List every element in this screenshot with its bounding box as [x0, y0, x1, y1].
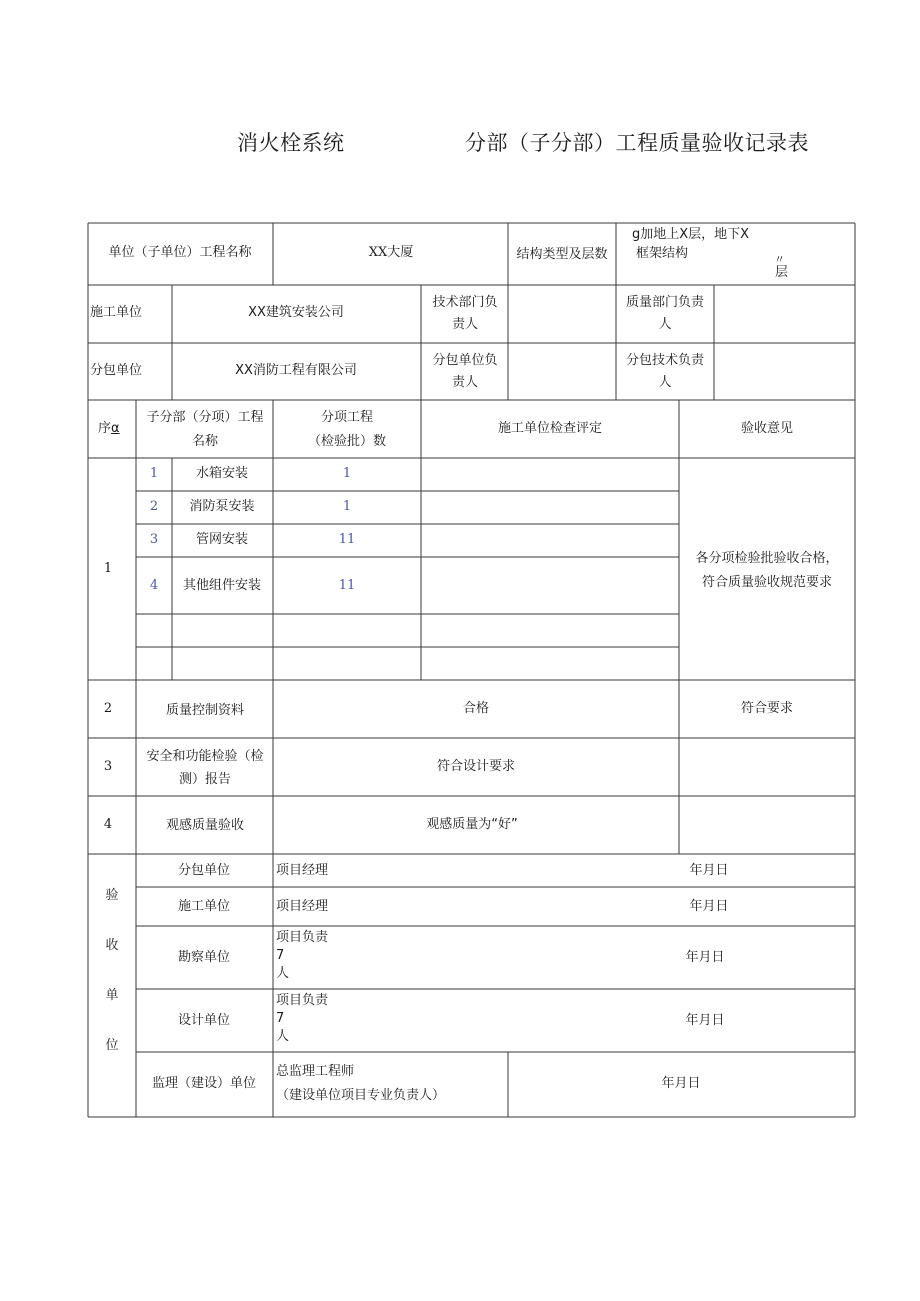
- acceptance-row-2-date: 年月日: [689, 899, 729, 914]
- section-3-evaluation: 符合设计要求: [436, 759, 516, 774]
- column-item-name-1: 子分部（分项）工程: [146, 410, 264, 425]
- section-2-seq: 2: [103, 701, 113, 716]
- item-1-no: 1: [149, 466, 159, 481]
- column-seq-label: 序: [98, 421, 112, 436]
- section-1-opinion-line2: 符合质量验收规范要求: [701, 575, 833, 590]
- title-form: 分部（子分部）工程质量验收记录表: [465, 131, 809, 155]
- section-2-opinion: 符合要求: [740, 701, 794, 716]
- sub-tech-label-1: 分包技术负责: [625, 353, 705, 368]
- sub-contractor-label: 分包单位: [90, 363, 143, 378]
- item-2-count: 1: [342, 499, 352, 514]
- acceptance-row-1-date: 年月日: [689, 863, 729, 878]
- sub-head-label-1: 分包单位负: [432, 353, 498, 368]
- item-4-no: 4: [149, 578, 159, 593]
- acceptance-row-5-unit: 监理（建设）单位: [151, 1076, 257, 1091]
- acceptance-row-4-role-3: 人: [276, 1029, 290, 1044]
- column-evaluation: 施工单位检查评定: [497, 421, 603, 436]
- section-3-seq: 3: [103, 759, 113, 774]
- item-2-no: 2: [149, 499, 159, 514]
- acceptance-row-5-role-2: （建设单位项目专业负责人）: [276, 1088, 446, 1103]
- structure-label: 结构类型及层数: [516, 247, 608, 262]
- acceptance-label-char-2: 收: [105, 938, 119, 953]
- section-1-seq: 1: [103, 561, 113, 576]
- column-item-name-2: 名称: [191, 434, 219, 449]
- item-4-name: 其他组件安装: [182, 578, 262, 593]
- column-batch-count-2: （检验批）数: [307, 434, 387, 449]
- structure-value-line2: 框架结构: [636, 246, 689, 261]
- column-opinion: 验收意见: [740, 421, 794, 436]
- acceptance-label-char-3: 单: [105, 988, 119, 1003]
- structure-value-line1: g加地上X层，地下X: [632, 227, 750, 242]
- item-2-name: 消防泵安装: [189, 499, 255, 514]
- acceptance-row-4-role-2: 7: [276, 1011, 285, 1026]
- column-batch-count-1: 分项工程: [320, 410, 374, 425]
- section-3-name-1: 安全和功能检验（检: [146, 749, 264, 764]
- acceptance-row-5-date: 年月日: [661, 1076, 701, 1091]
- acceptance-row-1-unit: 分包单位: [177, 863, 231, 878]
- section-4-seq: 4: [103, 817, 113, 832]
- acceptance-row-3-unit: 勘察单位: [177, 950, 231, 965]
- title-system: 消火栓系统: [237, 131, 345, 155]
- section-2-name: 质量控制资料: [165, 703, 245, 718]
- quality-head-label-1: 质量部门负责: [625, 295, 705, 310]
- acceptance-row-5-role-1: 总监理工程师: [276, 1064, 355, 1079]
- acceptance-row-2-unit: 施工单位: [177, 899, 231, 914]
- item-3-count: 11: [338, 532, 356, 547]
- acceptance-row-3-role-1: 项目负责: [276, 930, 329, 945]
- section-4-evaluation: 观感质量为“好”: [426, 817, 518, 832]
- contractor-value: XX建筑安装公司: [248, 305, 344, 320]
- quality-head-label-2: 人: [658, 317, 672, 332]
- item-1-name: 水箱安装: [195, 466, 249, 481]
- project-name-label: 单位（子单位）工程名称: [108, 245, 252, 260]
- project-name-value: XX大厦: [368, 245, 414, 260]
- column-seq-mark: α: [111, 421, 120, 436]
- structure-value-mark: 〃: [774, 253, 785, 266]
- acceptance-row-1-role: 项目经理: [276, 863, 329, 878]
- acceptance-row-3-date: 年月日: [685, 950, 725, 965]
- structure-value-line3: 层: [775, 265, 789, 280]
- acceptance-row-2-role: 项目经理: [276, 899, 329, 914]
- column-seq: [98, 418, 120, 440]
- acceptance-label-char-1: 验: [105, 888, 119, 903]
- contractor-label: 施工单位: [90, 305, 143, 320]
- acceptance-row-3-role-3: 人: [276, 966, 290, 981]
- sub-tech-label-2: 人: [658, 375, 672, 390]
- item-1-count: 1: [342, 466, 352, 481]
- sub-head-label-2: 责人: [451, 375, 479, 390]
- sub-contractor-value: XX消防工程有限公司: [235, 363, 357, 378]
- acceptance-row-3-role-2: 7: [276, 948, 285, 963]
- item-4-count: 11: [338, 578, 356, 593]
- section-4-name: 观感质量验收: [165, 818, 245, 833]
- acceptance-row-4-role-1: 项目负责: [276, 993, 329, 1008]
- section-2-evaluation: 合格: [462, 701, 490, 716]
- acceptance-row-4-unit: 设计单位: [177, 1013, 231, 1028]
- section-3-name-2: 测）报告: [178, 772, 232, 787]
- item-3-name: 管网安装: [195, 532, 249, 547]
- section-1-opinion-line1: 各分项检验批验收合格，: [695, 551, 839, 566]
- item-3-no: 3: [149, 532, 159, 547]
- acceptance-label-char-4: 位: [105, 1038, 119, 1053]
- tech-head-label-1: 技术部门负: [432, 295, 498, 310]
- acceptance-row-4-date: 年月日: [685, 1013, 725, 1028]
- tech-head-label-2: 责人: [451, 317, 479, 332]
